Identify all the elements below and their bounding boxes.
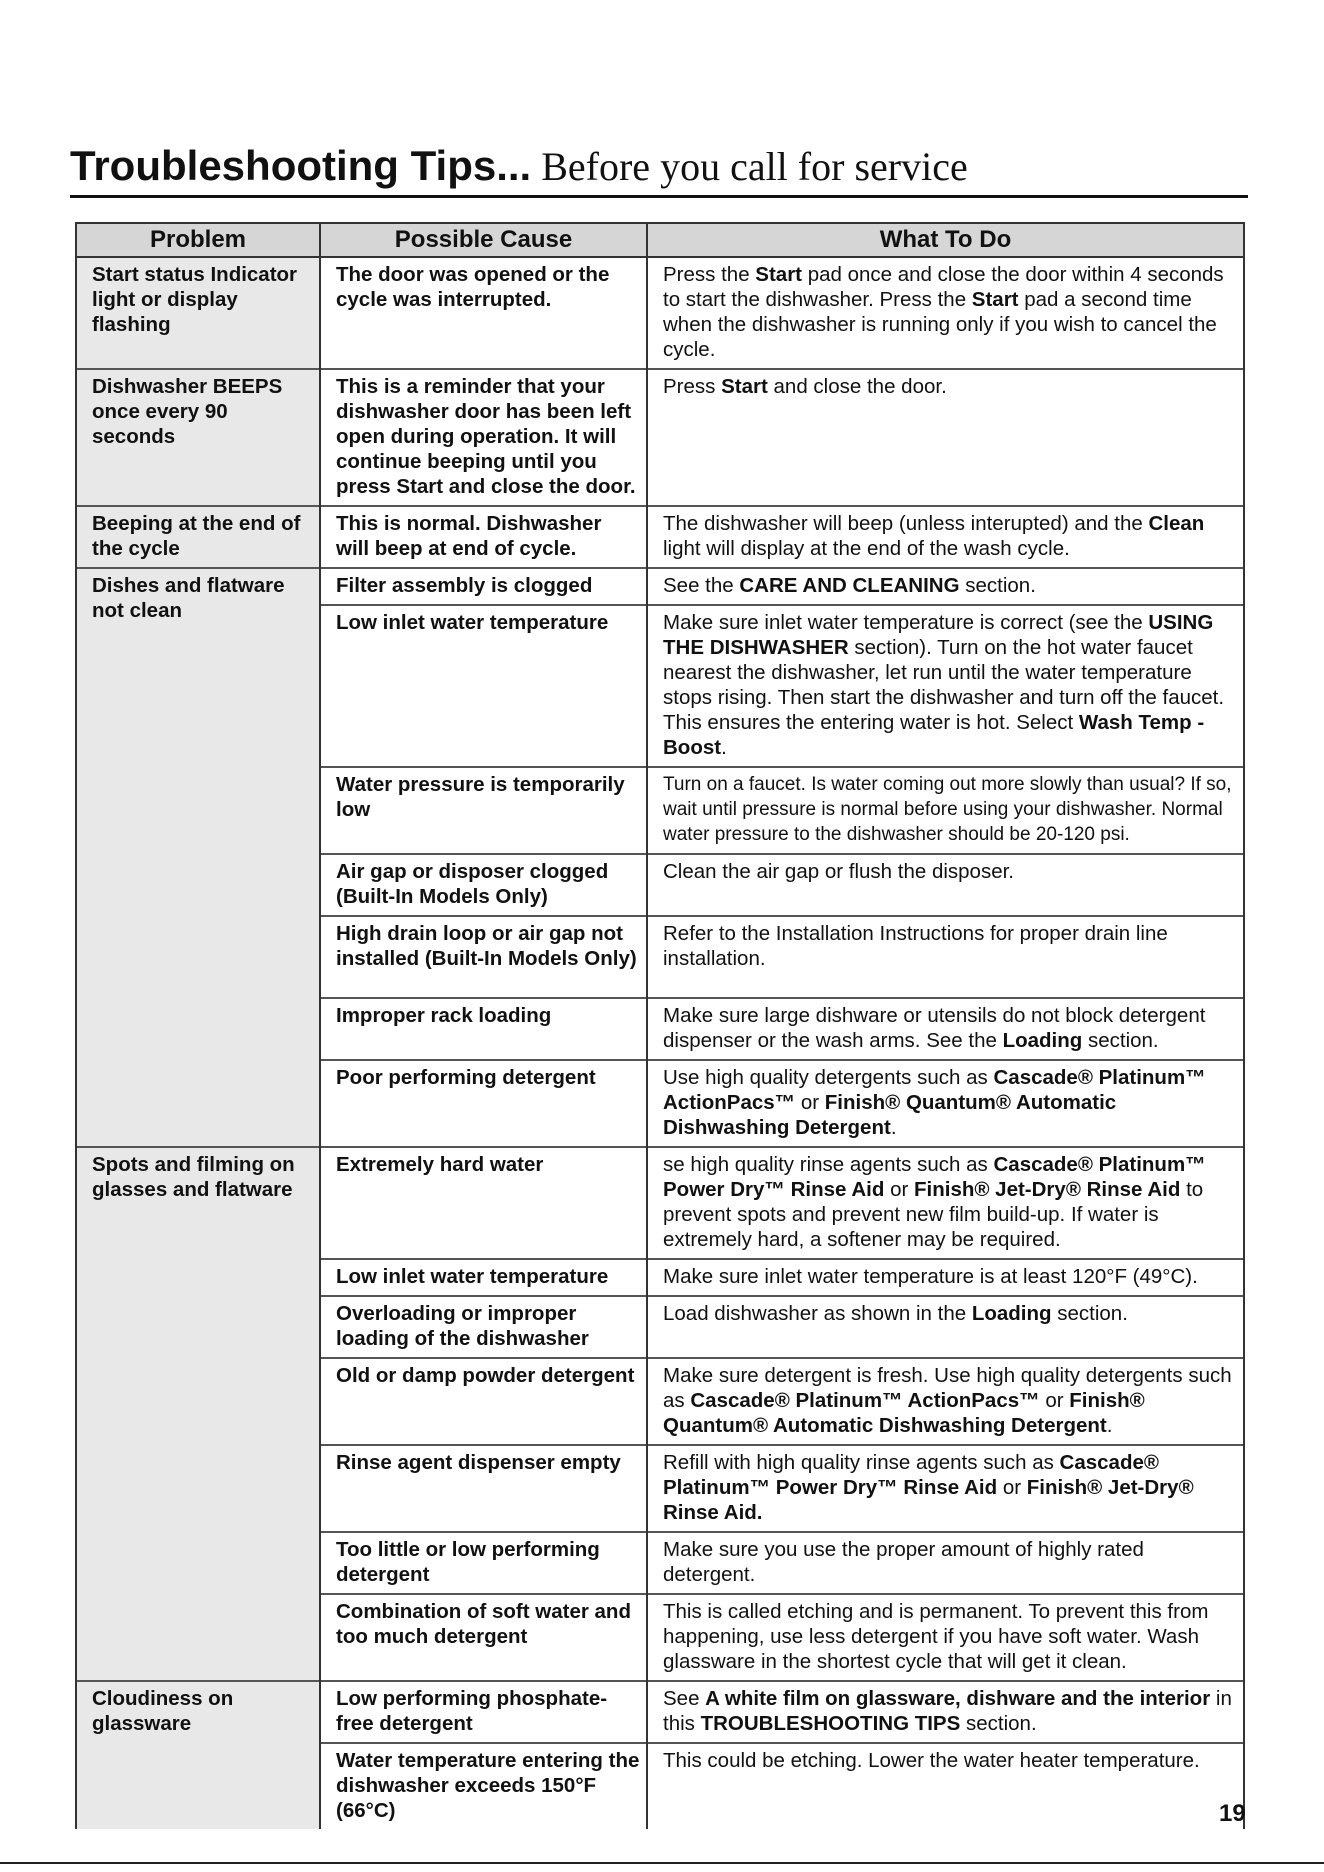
cause-cell: Air gap or disposer clogged (Built-In Models Only)	[320, 854, 647, 916]
body-text: pad a second time when the dishwasher is running only if you wish to cancel the cycle.	[663, 288, 1217, 361]
what-to-do-cell	[647, 506, 1244, 568]
body-text: Turn on a faucet. Is water coming out more slowly than usual? If so, wait until pressure is normal before using your dishwasher. Normal water pressure to the dishwasher should be 20-120 psi.	[663, 774, 1232, 845]
problem-cell: Start status Indicator light or display flashing	[76, 257, 320, 369]
emphasis-text: Cascade® Platinum™ Power Dry™ Rinse Aid	[663, 1153, 1206, 1201]
emphasis-text: Cascade® Platinum™ ActionPacs™	[690, 1389, 1040, 1412]
what-to-do-cell	[647, 1681, 1244, 1743]
body-text: or	[997, 1476, 1027, 1499]
body-text: Use high quality detergents such as	[663, 1066, 994, 1089]
body-text: .	[890, 1116, 897, 1139]
cause-cell: Poor performing detergent	[320, 1060, 647, 1147]
body-text: or	[1039, 1389, 1070, 1412]
emphasis-text: A white film on glassware, dishware and the interior	[705, 1687, 1211, 1710]
body-text: See	[663, 1687, 706, 1710]
what-to-do-cell	[647, 1259, 1244, 1296]
problem-cell: Cloudiness on glassware	[76, 1681, 320, 1829]
emphasis-text: Finish® Quantum® Automatic Dishwashing Detergent	[663, 1091, 1117, 1139]
title-divider	[70, 195, 1248, 198]
body-text: .	[721, 736, 727, 759]
cause-cell: Overloading or improper loading of the dishwasher	[320, 1296, 647, 1358]
cause-cell: This is a reminder that your dishwasher door has been left open during operation. It will continue beeping until you press Start and close the door.	[320, 369, 647, 506]
what-to-do-cell	[647, 605, 1244, 767]
title-subtitle: Before you call for service	[541, 144, 968, 189]
body-text: or	[795, 1091, 825, 1114]
cause-cell: Combination of soft water and too much detergent	[320, 1594, 647, 1681]
table-row	[76, 1147, 1244, 1259]
body-text: Press	[663, 375, 722, 398]
what-to-do-cell	[647, 998, 1244, 1060]
page-title	[70, 142, 968, 190]
body-text: Make sure inlet water temperature is at least 120°F (49°C).	[663, 1265, 1198, 1288]
body-text: Refill with high quality rinse agents such as	[663, 1451, 1060, 1474]
problem-cell: Spots and filming on glasses and flatware	[76, 1147, 320, 1681]
what-to-do-cell	[647, 1743, 1244, 1829]
what-to-do-cell	[647, 568, 1244, 605]
table-header-row	[76, 223, 1244, 257]
what-to-do-cell	[647, 369, 1244, 506]
what-to-do-cell	[647, 1445, 1244, 1532]
table-row	[76, 506, 1244, 568]
body-text: to prevent spots and prevent new film build-up. If water is extremely hard, a softener may be required.	[663, 1178, 1204, 1251]
body-text: Make sure inlet water temperature is correct (see the	[663, 611, 1149, 634]
body-text: se high quality rinse agents such as	[663, 1153, 994, 1176]
what-to-do-cell	[647, 1594, 1244, 1681]
what-to-do-cell	[647, 257, 1244, 369]
table-row	[76, 568, 1244, 605]
cause-cell: Extremely hard water	[320, 1147, 647, 1259]
cause-cell: Improper rack loading	[320, 998, 647, 1060]
body-text: light will display at the end of the wash cycle.	[663, 537, 1070, 560]
emphasis-text: Start	[971, 288, 1019, 311]
cause-cell: Low performing phosphate-free detergent	[320, 1681, 647, 1743]
cause-cell: High drain loop or air gap not installed (Built-In Models Only)	[320, 916, 647, 998]
body-text: .	[1106, 1414, 1113, 1437]
what-to-do-cell	[647, 916, 1244, 998]
emphasis-text: Finish® Jet-Dry® Rinse Aid	[914, 1178, 1181, 1201]
emphasis-text: Start	[755, 263, 803, 286]
body-text: This could be etching. Lower the water heater temperature.	[663, 1749, 1200, 1772]
what-to-do-cell	[647, 1147, 1244, 1259]
cause-cell: Low inlet water temperature	[320, 605, 647, 767]
cause-cell: Water temperature entering the dishwasher exceeds 150°F (66°C)	[320, 1743, 647, 1829]
body-text: Make sure large dishware or utensils do not block detergent dispenser or the wash arms. See the	[663, 1004, 1206, 1052]
problem-cell: Dishes and flatware not clean	[76, 568, 320, 1147]
body-text: The dishwasher will beep (unless interupted) and the	[663, 512, 1149, 535]
body-text: or	[884, 1178, 915, 1201]
problem-cell: Beeping at the end of the cycle	[76, 506, 320, 568]
what-to-do-cell	[647, 1532, 1244, 1594]
body-text: See the	[663, 574, 740, 597]
emphasis-text: CARE AND CLEANING	[739, 574, 960, 597]
table-row	[76, 257, 1244, 369]
what-to-do-cell	[647, 1296, 1244, 1358]
emphasis-text: Finish® Jet-Dry® Rinse Aid.	[663, 1476, 1194, 1524]
emphasis-text: Wash Temp - Boost	[663, 711, 1205, 759]
body-text: section.	[1051, 1302, 1128, 1325]
what-to-do-cell	[647, 1060, 1244, 1147]
table-row	[76, 369, 1244, 506]
problem-cell: Dishwasher BEEPS once every 90 seconds	[76, 369, 320, 506]
emphasis-text: Clean	[1148, 512, 1205, 535]
what-to-do-cell	[647, 1358, 1244, 1445]
what-to-do-cell	[647, 767, 1244, 854]
cause-cell: Water pressure is temporarily low	[320, 767, 647, 854]
cause-cell: Filter assembly is clogged	[320, 568, 647, 605]
body-text: section.	[1082, 1029, 1159, 1052]
table-row	[76, 1681, 1244, 1743]
body-text: section.	[959, 574, 1036, 597]
emphasis-text: USING THE DISHWASHER	[663, 611, 1214, 659]
body-text: Press the	[663, 263, 756, 286]
body-text: Load dishwasher as shown in the	[663, 1302, 972, 1325]
body-text: This is called etching and is permanent. To prevent this from happening, use less detergent if you have soft water. Wash glassware in the shortest cycle that will get it clean.	[663, 1600, 1209, 1673]
emphasis-text: Finish® Quantum® Automatic Dishwashing Detergent	[663, 1389, 1145, 1437]
body-text: Refer to the Installation Instructions for proper drain line installation.	[663, 922, 1168, 970]
footer-divider	[0, 1862, 1324, 1864]
cause-cell: Rinse agent dispenser empty	[320, 1445, 647, 1532]
header-possible-cause: Possible Cause	[320, 223, 647, 257]
body-text: section.	[960, 1712, 1037, 1735]
troubleshooting-table	[75, 222, 1245, 1829]
cause-cell: The door was opened or the cycle was interrupted.	[320, 257, 647, 369]
body-text: Make sure you use the proper amount of highly rated detergent.	[663, 1538, 1144, 1586]
cause-cell: Low inlet water temperature	[320, 1259, 647, 1296]
title-main: Troubleshooting Tips...	[70, 142, 532, 189]
body-text: pad once and close the door within 4 seconds to start the dishwasher. Press the	[663, 263, 1224, 311]
emphasis-text: Loading	[971, 1302, 1052, 1325]
cause-cell: Too little or low performing detergent	[320, 1532, 647, 1594]
cause-cell: This is normal. Dishwasher will beep at end of cycle.	[320, 506, 647, 568]
what-to-do-cell	[647, 854, 1244, 916]
body-text: section). Turn on the hot water faucet nearest the dishwasher, let run until the water temperature stops rising. Then start the dishwasher and turn off the faucet. This ensures the entering water is hot. Select	[663, 636, 1225, 734]
cause-cell: Old or damp powder detergent	[320, 1358, 647, 1445]
emphasis-text: Cascade® Platinum™ ActionPacs™	[663, 1066, 1206, 1114]
page-number: 19	[1219, 1800, 1246, 1827]
emphasis-text: Cascade® Platinum™ Power Dry™ Rinse Aid	[663, 1451, 1159, 1499]
body-text: Clean the air gap or flush the disposer.	[663, 860, 1014, 883]
body-text: in this	[663, 1687, 1232, 1735]
emphasis-text: Start	[721, 375, 768, 398]
header-problem: Problem	[76, 223, 320, 257]
emphasis-text: Loading	[1002, 1029, 1083, 1052]
header-what-to-do: What To Do	[647, 223, 1244, 257]
body-text: Make sure detergent is fresh. Use high quality detergents such as	[663, 1364, 1232, 1412]
emphasis-text: TROUBLESHOOTING TIPS	[700, 1712, 961, 1735]
body-text: and close the door.	[767, 375, 947, 398]
